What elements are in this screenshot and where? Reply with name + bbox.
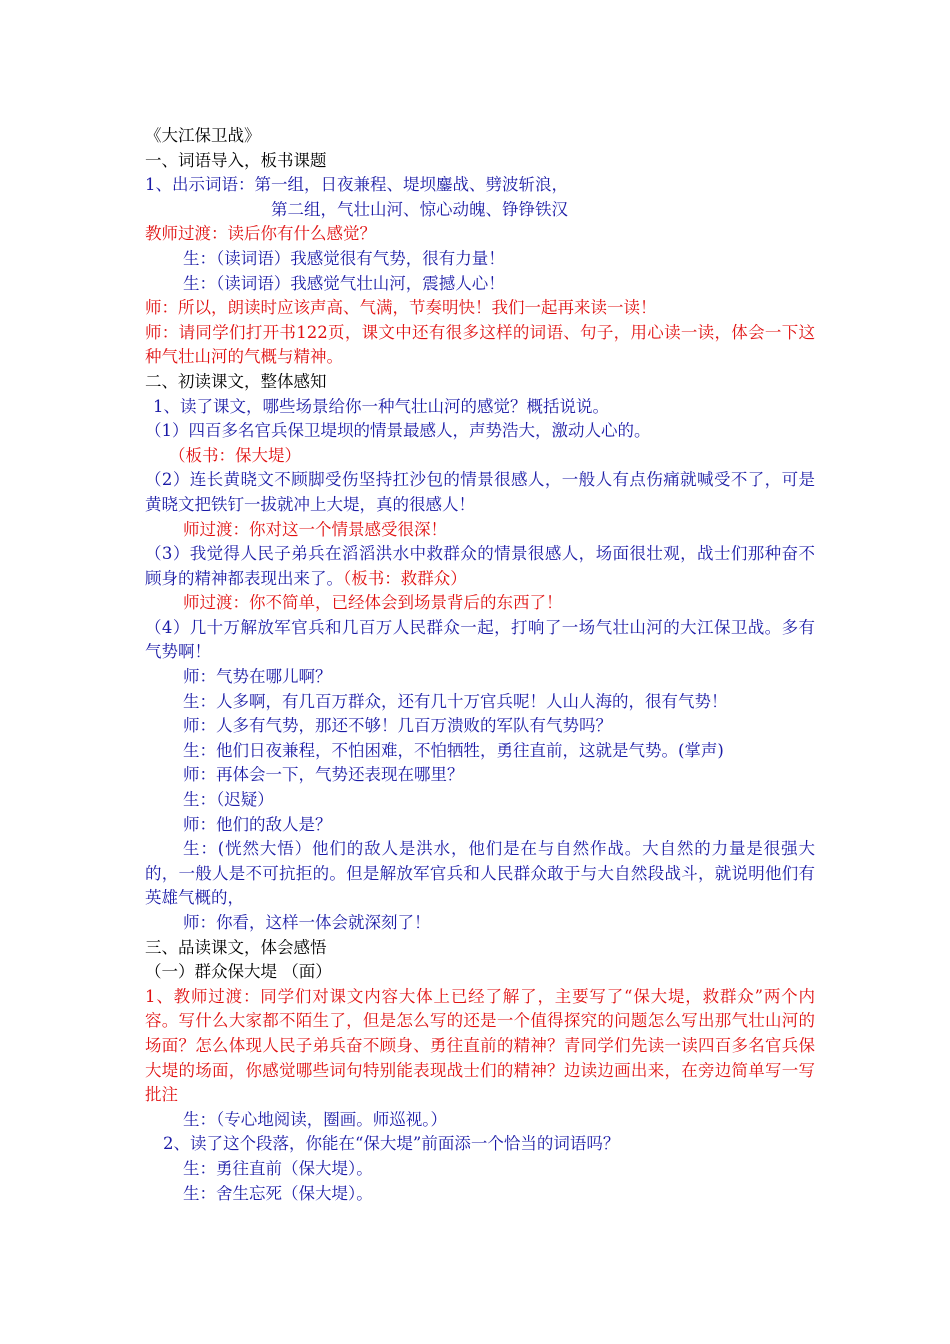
teacher-transition: 教师过渡：读后你有什么感觉？	[145, 224, 376, 244]
teacher-line: 师：所以，朗读时应该声高、气满，节奏明快！我们一起再来读一读！	[145, 298, 657, 318]
section-heading-3: 三、品读课文，体会感悟	[145, 937, 327, 957]
document-body	[145, 124, 815, 1206]
dialogue-line: 师：再体会一下，气势还表现在哪里？	[183, 765, 464, 785]
student-response: 生：舍生忘死（保大堤）。	[183, 1183, 373, 1203]
answer-item-4: （4）几十万解放军官兵和几百万人民群众一起，打响了一场气壮山河的大江保卫战。多有气势啊！	[145, 617, 815, 662]
board-note: （板书：保大堤）	[169, 445, 301, 465]
student-response: 生：（专心地阅读，圈画。师巡视。）	[183, 1109, 447, 1129]
section-heading-2: 二、初读课文，整体感知	[145, 371, 327, 391]
dialogue-line: 生：（迟疑）	[183, 790, 274, 810]
vocab-group-1: 1、出示词语：第一组，日夜兼程、堤坝鏖战、劈波斩浪，	[145, 175, 568, 195]
subsection-heading: （一）群众保大堤 （面）	[145, 962, 332, 982]
teacher-transition: 师过渡：你对这一个情景感受很深！	[183, 519, 447, 539]
dialogue-line: 生：人多啊，有几百万群众，还有几十万官兵呢！人山人海的，很有气势！	[183, 691, 728, 711]
vocab-group-2: 第二组，气壮山河、惊心动魄、铮铮铁汉	[271, 199, 568, 219]
answer-item-1: （1）四百多名官兵保卫堤坝的情景最感人，声势浩大，激动人心的。	[145, 421, 651, 441]
question-2: 2、读了这个段落，你能在“保大堤”前面添一个恰当的词语吗？	[163, 1134, 620, 1154]
student-response: 生：（读词语）我感觉气壮山河，震撼人心！	[183, 273, 505, 293]
dialogue-line: 师：气势在哪儿啊？	[183, 667, 332, 687]
student-response: 生：（读词语）我感觉很有气势，很有力量！	[183, 248, 505, 268]
teacher-transition-paragraph: 1、教师过渡：同学们对课文内容大体上已经了解了，主要写了“保大堤，救群众”两个内容。写什么大家都不陌生了，但是怎么写的还是一个值得探究的问题怎么写出那气壮山河的场面？怎么体现人民子弟兵奋不顾身、勇往直前的精神？青同学们先读一读四百多名官兵保大堤的场面，你感觉哪些词句特别能表现战士们的精神？边读边画出来，在旁边简单写一写批注	[145, 986, 815, 1105]
dialogue-line: 师：他们的敌人是？	[183, 814, 332, 834]
dialogue-line: 生：他们日夜兼程，不怕困难，不怕牺牲，勇往直前，这就是气势。(掌声)	[183, 740, 724, 760]
teacher-transition: 师过渡：你不简单，已经体会到场景背后的东西了！	[183, 593, 563, 613]
doc-title: 《大江保卫战》	[145, 126, 261, 145]
student-response: 生：勇往直前（保大堤）。	[183, 1158, 373, 1178]
answer-item-2: （2）连长黄晓文不顾脚受伤坚持扛沙包的情景很感人，一般人有点伤痛就喊受不了，可是黄晓文把铁钉一拔就冲上大堤，真的很感人！	[145, 470, 815, 514]
board-note-inline: （板书：救群众）	[343, 568, 467, 588]
dialogue-line: 师：人多有气势，那还不够！几百万溃败的军队有气势吗？	[183, 716, 612, 736]
answer-text: （3）我觉得人民子弟兵在滔滔洪水中救群众的情景很感人，场面很壮观，战士们那种奋不顾身的精神都表现出来了。	[145, 544, 815, 588]
dialogue-line: 师：你看，这样一体会就深刻了！	[183, 913, 431, 932]
dialogue-paragraph: 生：(恍然大悟）他们的敌人是洪水，他们是在与自然作战。大自然的力量是很强大的，一般人是不可抗拒的。但是解放军官兵和人民群众敢于与大自然段战斗，就说明他们有英雄气概的，	[145, 839, 815, 908]
teacher-line: 师：请同学们打开书122页，课文中还有很多这样的词语、句子，用心读一读，体会一下这种气壮山河的气概与精神。	[145, 322, 815, 367]
section-heading-1: 一、词语导入，板书课题	[145, 150, 327, 170]
answer-item-3	[145, 542, 815, 591]
question-1: 1、读了课文，哪些场景给你一种气壮山河的感觉？概括说说。	[153, 396, 609, 416]
